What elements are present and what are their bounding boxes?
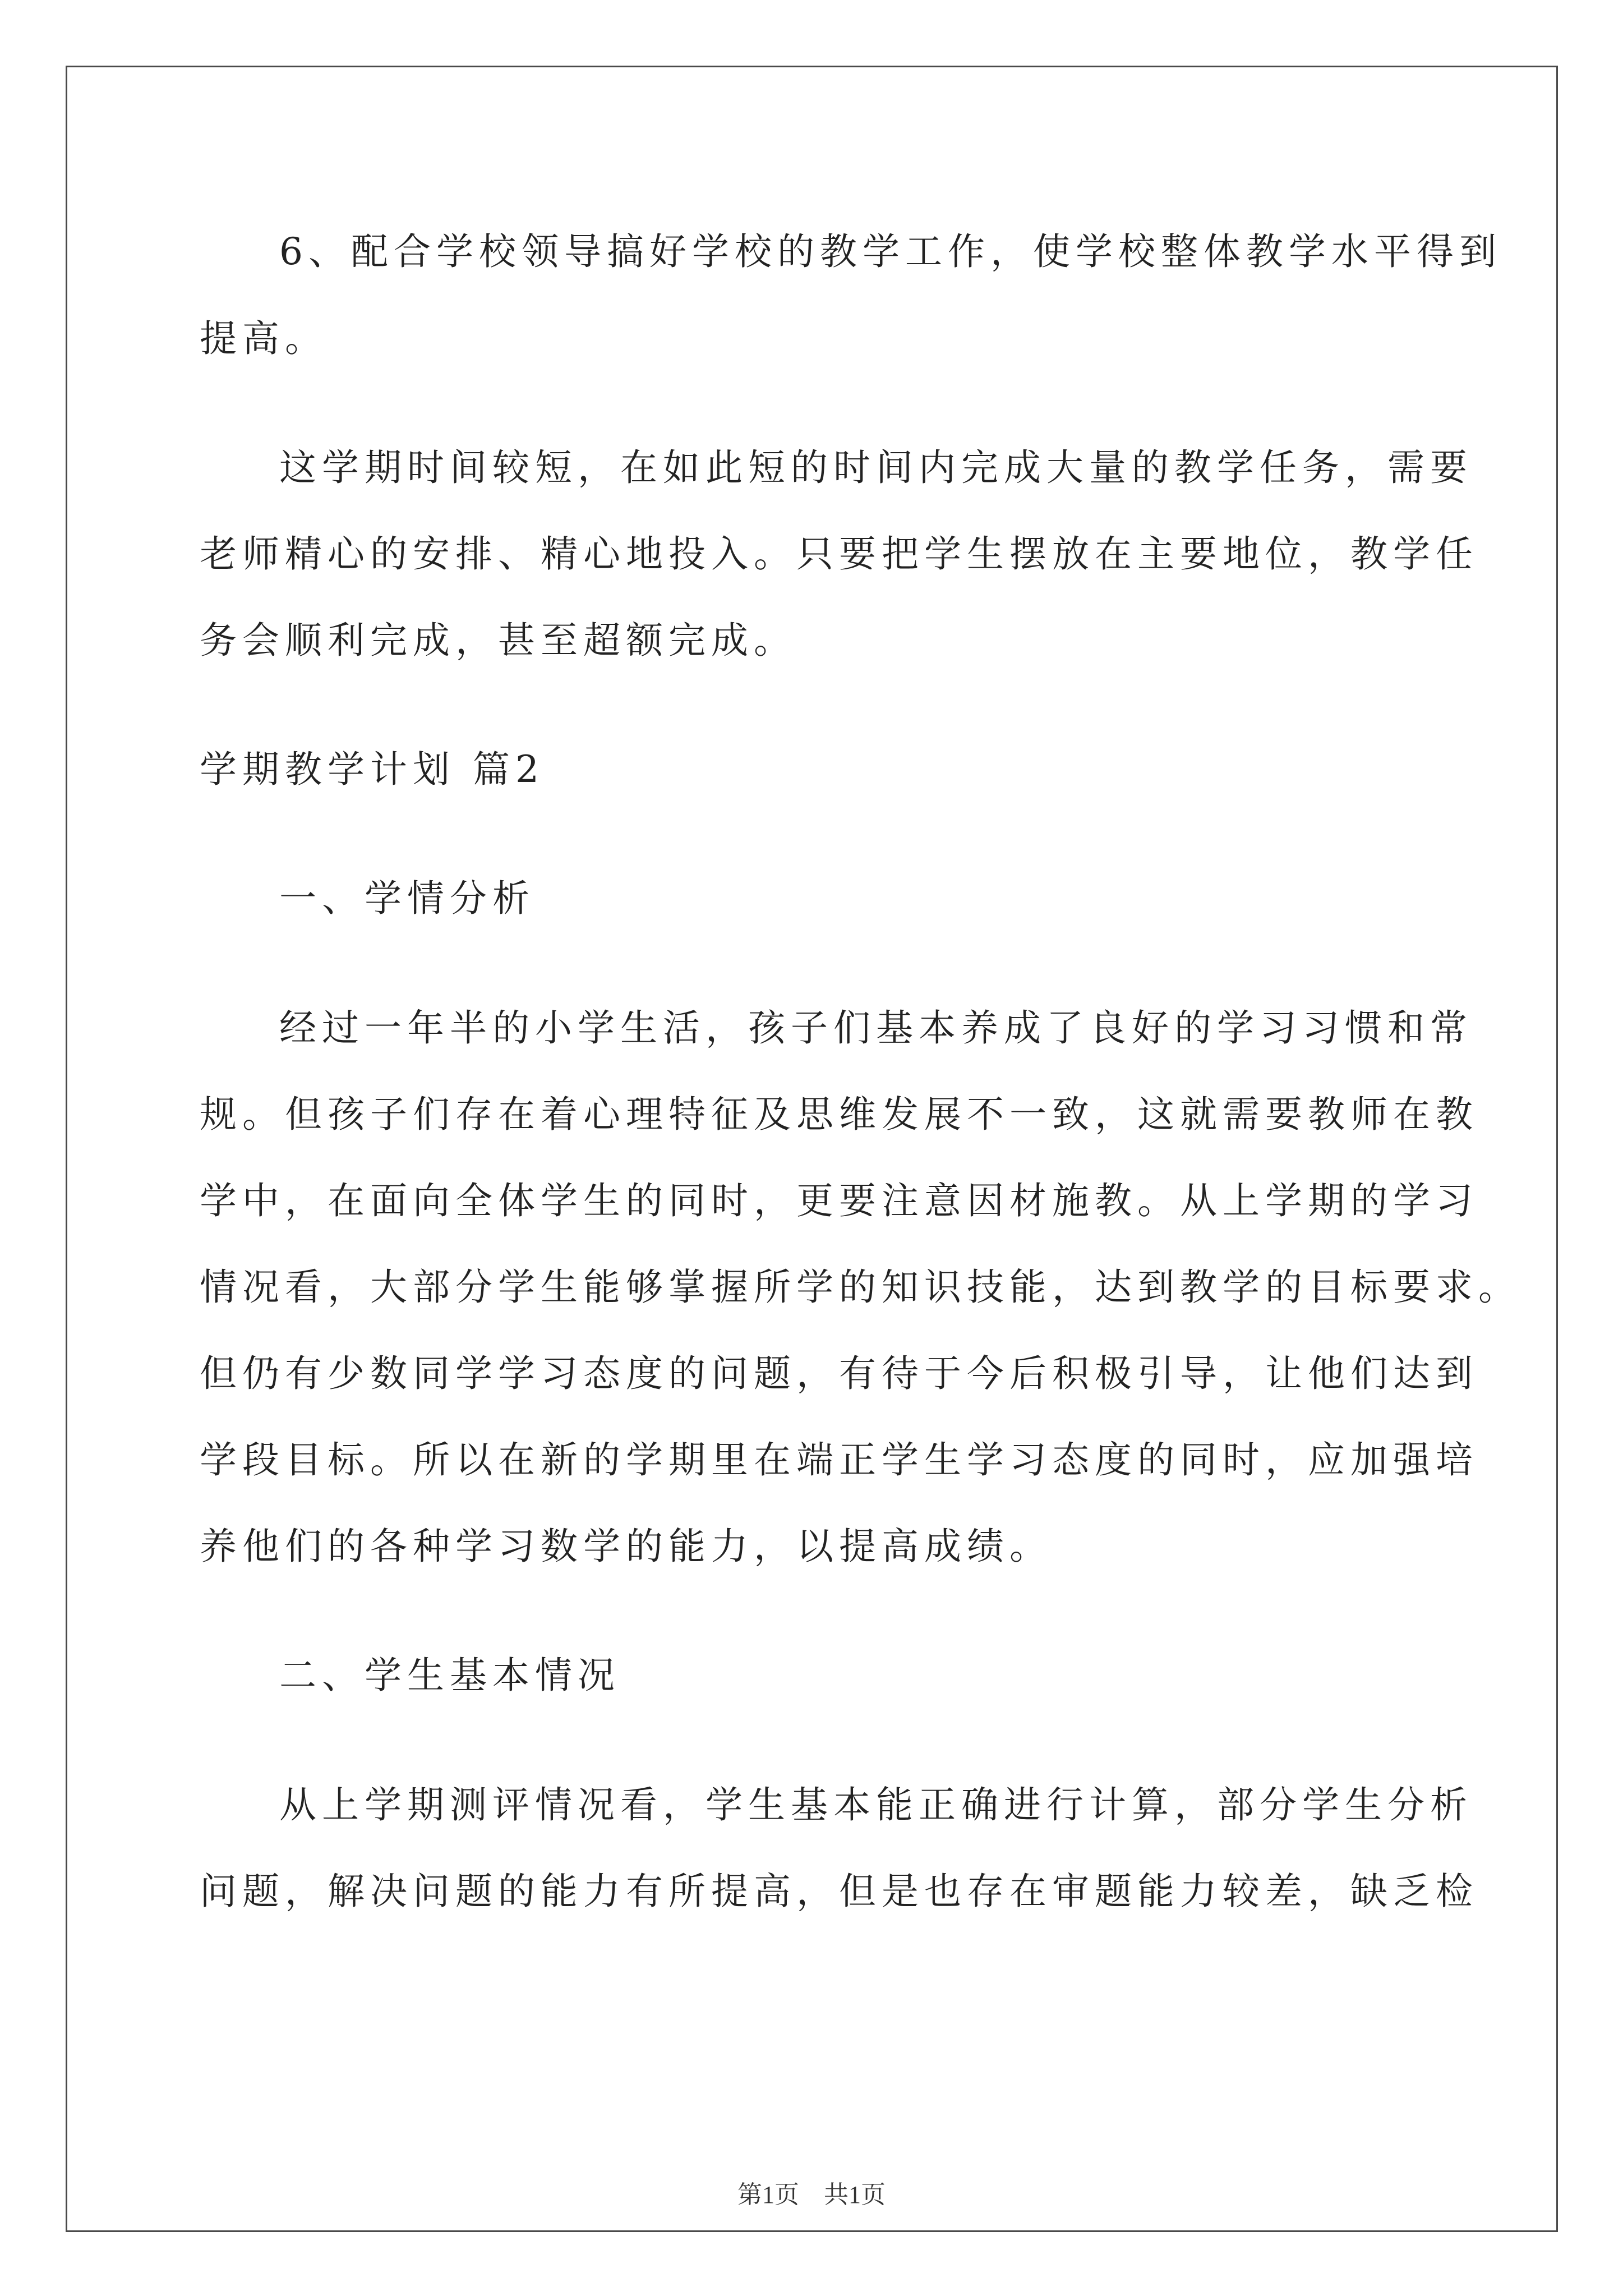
paragraph-line: 6、配合学校领导搞好学校的教学工作，使学校整体教学水平得到 — [279, 230, 1502, 273]
paragraph-line: 老师精心的安排、精心地投入。只要把学生摆放在主要地位，教学任 — [200, 532, 1478, 576]
subsection-heading: 一、学情分析 — [279, 877, 535, 920]
paragraph-line: 规。但孩子们存在着心理特征及思维发展不一致，这就需要教师在教 — [200, 1093, 1478, 1136]
section-heading: 学期教学计划 篇2 — [200, 748, 545, 791]
paragraph-line: 情况看，大部分学生能够掌握所学的知识技能，达到教学的目标要求。 — [200, 1266, 1521, 1309]
paragraph-line: 但仍有少数同学学习态度的问题，有待于今后积极引导，让他们达到 — [200, 1352, 1478, 1395]
paragraph-line: 学中，在面向全体学生的同时，更要注意因材施教。从上学期的学习 — [200, 1179, 1478, 1222]
paragraph-line: 养他们的各种学习数学的能力，以提高成绩。 — [200, 1525, 1052, 1568]
paragraph-line: 经过一年半的小学生活，孩子们基本养成了良好的学习习惯和常 — [279, 1006, 1473, 1050]
page-footer: 第1页 共1页 — [737, 2181, 886, 2208]
paragraph-line: 这学期时间较短，在如此短的时间内完成大量的教学任务，需要 — [279, 446, 1473, 489]
subsection-heading: 二、学生基本情况 — [279, 1654, 620, 1697]
paragraph-line: 务会顺利完成，甚至超额完成。 — [200, 619, 796, 662]
paragraph-line: 提高。 — [200, 317, 328, 360]
paragraph-line: 问题，解决问题的能力有所提高，但是也存在审题能力较差，缺乏检 — [200, 1870, 1478, 1913]
paragraph-line: 从上学期测评情况看，学生基本能正确进行计算，部分学生分析 — [279, 1783, 1473, 1826]
paragraph-line: 学段目标。所以在新的学期里在端正学生学习态度的同时，应加强培 — [200, 1438, 1478, 1481]
